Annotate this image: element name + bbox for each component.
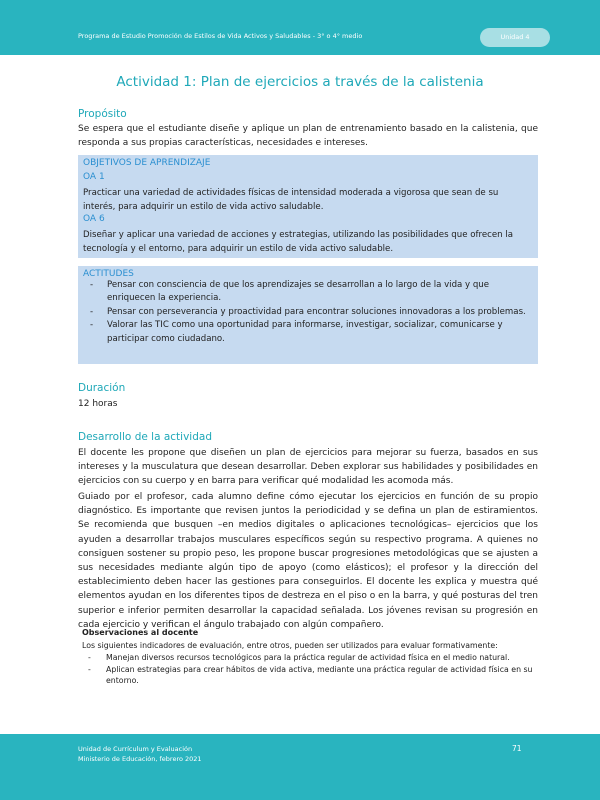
list-item: - Pensar con perseverancia y proactividad para encontrar soluciones innovadoras a los problemas. [78,306,538,319]
duration-heading: Duración [78,382,126,394]
list-item: - Aplican estrategias para crear hábitos de vida activa, mediante una práctica regular de actividad física en su entorno. [88,664,533,686]
bullet-dash: - [88,653,91,662]
unit-badge: Unidad 4 [480,28,550,47]
bullet-dash: - [90,306,94,317]
oa1-text: Practicar una variedad de actividades físicas de intensidad moderada a vigorosa que sean de su interés, para adquirir un estilo de vida activo saludable. [83,188,499,212]
bullet-dash: - [88,664,91,674]
footer-unit: Unidad de Currículum y Evaluación [78,745,193,753]
list-item: - Valorar las TIC como una oportunidad para informarse, investigar, socializar, comunicarse y participar como ciudadano. [90,320,503,344]
oa6-text: Diseñar y aplicar una variedad de acciones y estrategias, utilizando las posibilidades que ofrecen la tecnología y el entorno, para adquirir un estilo de vida activo saludable. [83,230,513,254]
page-header [0,0,600,55]
list-item: - Pensar con consciencia de que los aprendizajes se desarrollan a lo largo de la vida y que enriquecen la experiencia. [90,280,490,304]
oa6-code: OA 6 [83,214,105,224]
bullet-dash: - [90,320,94,331]
activity-title: Actividad 1: Plan de ejercicios a través de la calistenia [116,74,484,90]
program-title: Programa de Estudio Promoción de Estilos de Vida Activos y Saludables - 3° o 4° medio [78,32,363,40]
objectives-box [78,155,538,258]
oa1-code: OA 1 [83,172,105,182]
duration-text: 12 horas [78,399,118,409]
footer-ministry: Ministerio de Educación, febrero 2021 [78,755,202,763]
purpose-text: Se espera que el estudiante diseñe y aplique un plan de entrenamiento basado en la calistenia, que responda a sus propias características, necesidades e intereses. [78,124,538,149]
purpose-heading: Propósito [78,108,127,120]
teacher-notes-heading: Observaciones al docente [82,628,199,637]
attitudes-heading: ACTITUDES [83,269,134,279]
bullet-dash: - [90,280,94,290]
development-paragraph-2: Guiado por el profesor, cada alumno define cómo ejecutar los ejercicios en función de su propio diagnóstico. Es importante que revisen juntos la periodicidad y se defina un plan de estiramientos. Se recomienda que busquen –en medios digitales o aplicaciones tecnológicas– ejercicios que los ayuden a desarrollar trabajos musculares específicos según su respectivo programa. A quienes no consiguen sostener su propio peso, les propone buscar progresiones metodológicas que se ajusten a sus necesidades mediante algún tipo de apoyo (como elásticos); el profesor y la dirección del establecimiento deben hacer las gestiones para conseguirlos. El docente les explica y muestra qué elementos ayudan en los diferentes tipos de destreza en el piso o en la barra, y qué posturas del tren superior e inferior permiten desarrollar la capacidad señalada. Los jóvenes revisan su progresión en cada ejercicio y verifican el ángulo trabajado con algún compañero. [78,492,538,630]
objectives-heading: OBJETIVOS DE APRENDIZAJE [83,158,211,168]
teacher-notes-intro: Los siguientes indicadores de evaluación, entre otros, pueden ser utilizados para evaluar formativamente: [82,641,498,650]
page-footer [0,734,600,800]
teacher-notes-list [82,652,552,687]
development-heading: Desarrollo de la actividad [78,431,212,443]
page-number: 71 [512,744,522,753]
attitudes-list [78,279,538,346]
development-paragraph-1: El docente les propone que diseñen un plan de ejercicios para mejorar su fuerza, basados en sus intereses y la musculatura que desean desarrollar. Deben explorar sus habilidades y posibilidades en ejercicios con su cuerpo y en barra para verificar qué modalidad les acomoda más. [78,448,538,487]
list-item: - Manejan diversos recursos tecnológicos para la práctica regular de actividad física en el medio natural. [88,653,510,662]
attitudes-box [78,266,538,364]
